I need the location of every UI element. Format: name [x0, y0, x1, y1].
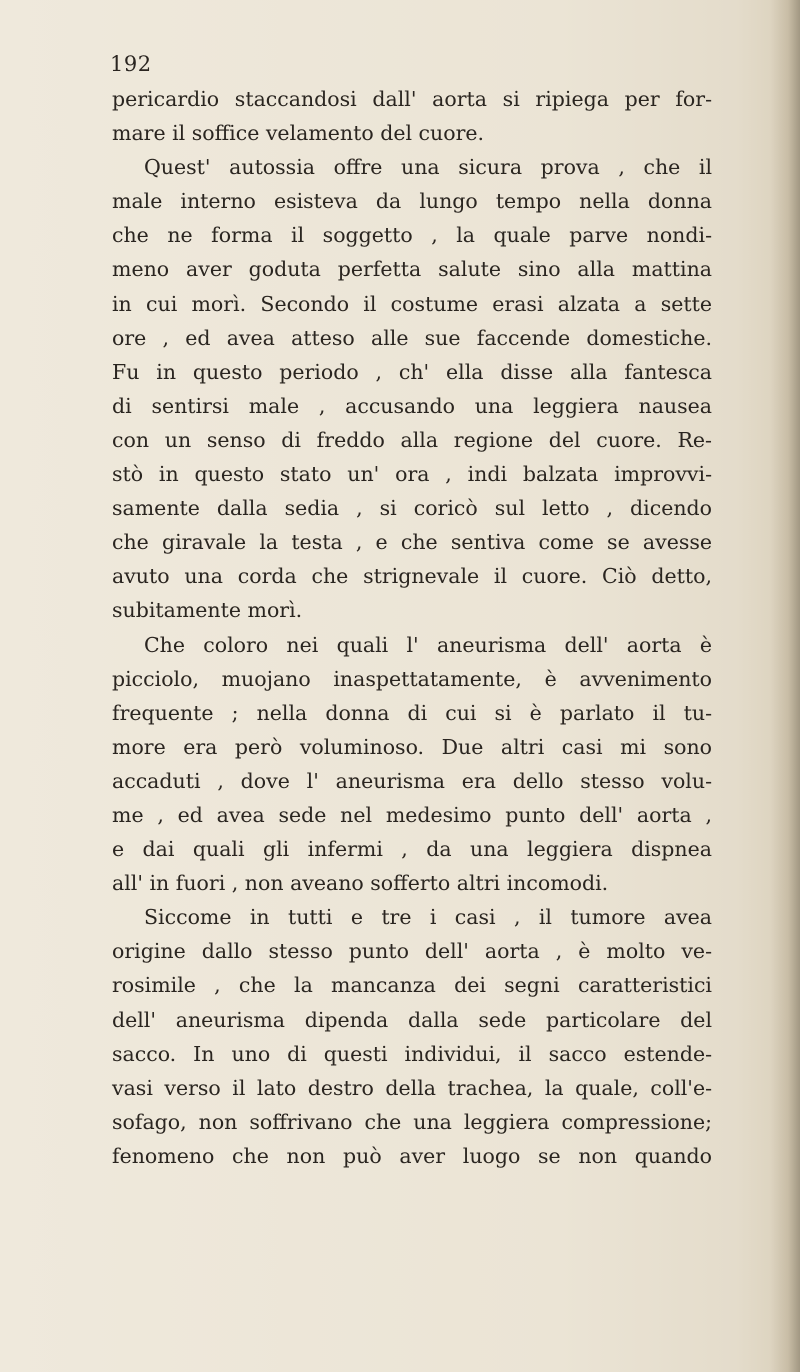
text-line: frequente ; nella donna di cui si è parlato il tu-: [112, 700, 712, 725]
text-line: in cui morì. Secondo il costume erasi alzata a sette: [112, 291, 712, 316]
text-line: mare il soffice velamento del cuore.: [112, 121, 485, 146]
text-line: rosimile , che la mancanza dei segni caratteristici: [112, 973, 712, 998]
text-line: Fu in questo periodo , ch' ella disse alla fantesca: [112, 359, 712, 384]
text-line: subitamente morì.: [112, 598, 303, 623]
text-line: accaduti , dove l' aneurisma era dello stesso volu-: [112, 768, 712, 793]
text-line: dell' aneurisma dipenda dalla sede particolare del: [112, 1007, 712, 1032]
page-number: 192: [110, 52, 152, 76]
text-line: sofago, non soffrivano che una leggiera compressione;: [112, 1109, 712, 1134]
text-line: me , ed avea sede nel medesimo punto dell' aorta ,: [112, 802, 712, 827]
body-text: [112, 82, 712, 1173]
text-line: picciolo, muojano inaspettatamente, è avvenimento: [112, 666, 712, 691]
text-line: Siccome in tutti e tre i casi , il tumore avea: [144, 905, 712, 930]
text-line: Che coloro nei quali l' aneurisma dell' aorta è: [144, 632, 712, 657]
page-edge-shadow: [770, 0, 800, 1372]
text-line: meno aver goduta perfetta salute sino alla mattina: [112, 257, 712, 282]
text-line: che giravale la testa , e che sentiva come se avesse: [112, 530, 712, 555]
text-line: ore , ed avea atteso alle sue faccende domestiche.: [112, 325, 712, 350]
text-line: samente dalla sedia , si coricò sul letto , dicendo: [112, 496, 712, 521]
text-line: Quest' autossia offre una sicura prova , che il: [144, 155, 712, 180]
text-line: vasi verso il lato destro della trachea, la quale, coll'e-: [112, 1075, 712, 1100]
text-line: male interno esisteva da lungo tempo nella donna: [112, 189, 712, 214]
text-line: sacco. In uno di questi individui, il sacco estende-: [112, 1041, 712, 1066]
text-line: di sentirsi male , accusando una leggiera nausea: [112, 393, 712, 418]
text-line: avuto una corda che strignevale il cuore. Ciò detto,: [112, 564, 712, 589]
text-line: all' in fuori , non aveano sofferto altri incomodi.: [112, 871, 609, 896]
text-line: che ne forma il soggetto , la quale parve nondi-: [112, 223, 712, 248]
text-line: pericardio staccandosi dall' aorta si ripiega per for-: [112, 87, 712, 111]
text-line: origine dallo stesso punto dell' aorta , è molto ve-: [112, 939, 712, 964]
text-line: stò in questo stato un' ora , indi balzata improvvi-: [112, 462, 712, 487]
text-line: e dai quali gli infermi , da una leggiera dispnea: [112, 837, 712, 862]
text-line: more era però voluminoso. Due altri casi mi sono: [112, 734, 712, 759]
text-line: fenomeno che non può aver luogo se non quando: [112, 1143, 712, 1168]
text-line: con un senso di freddo alla regione del cuore. Re-: [112, 427, 712, 452]
